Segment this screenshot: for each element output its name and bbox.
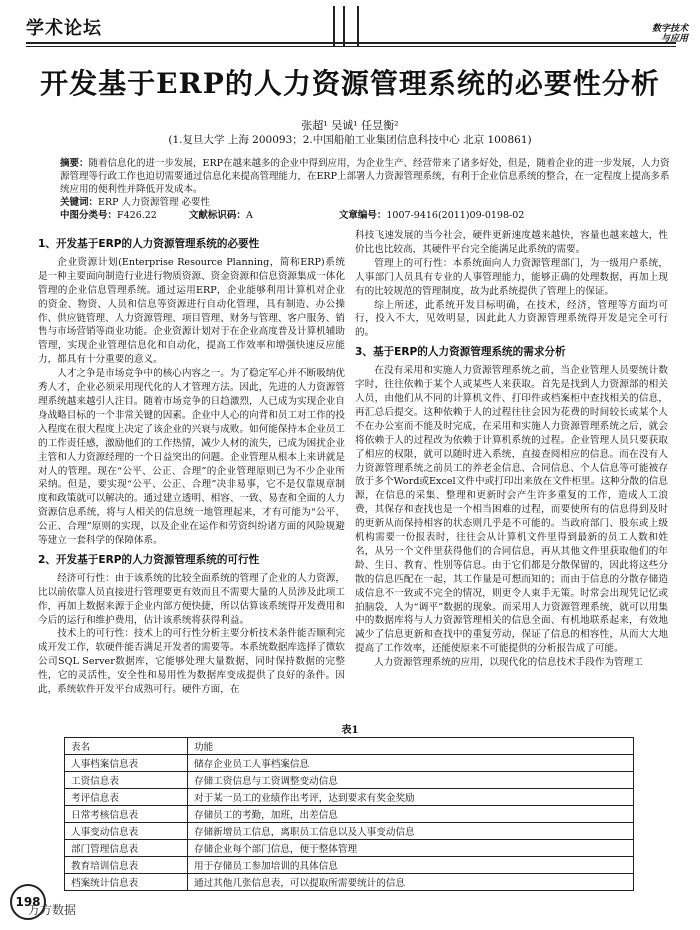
- table-row: [65, 823, 634, 840]
- left-column: [38, 232, 345, 697]
- info-table: [64, 737, 634, 891]
- table-row: [65, 806, 634, 823]
- abstract: [60, 157, 670, 196]
- abstract-label: 摘要：: [60, 158, 89, 169]
- article-label: 文章编号：: [338, 210, 387, 221]
- doc-label: 文献标识码：: [188, 210, 246, 221]
- table-row: [65, 840, 634, 857]
- paragraph: 企业资源计划(Enterprise Resource Planning，简称ERP)系统是一种主要面向制造行业进行物质资源、资金资源和信息资源集成一体化管理的企业信息管理系统。通过运用ERP，企业能够利用计算机对企业的资金、物资、人员和信息等资源进行自动化管理，具有制造、办公操作、供应链管理、人力资源管理、项目管理、财务与管理、客户服务、销售与市场营销等商业功能。企业资源计划对于在企业高度普及计算机辅助管理，实现企业管理信息化和自动化，提高工作效率和增强快速反应能力，都具有十分重要的意义。: [38, 256, 345, 366]
- table-name-cell: 教育培训信息表: [65, 857, 188, 874]
- right-column: [355, 229, 668, 670]
- table-row: [65, 789, 634, 806]
- paragraph: 技术上的可行性：技术上的可行性分析主要分析技术条件能否顺利完成开发工作，软硬件能否满足开发者的需要等。本系统数据库选择了微软公司SQL Server数据库，它能够处理大量数据，同时保持数据的完整性，它的灵活性，安全性和易用性为数据库变成提供了良好的条件。因此，系统软件开发平台成熟可行。硬件方面，在: [38, 628, 345, 696]
- abstract-block: [60, 157, 670, 222]
- journal-badge: [608, 24, 688, 44]
- function-cell: 存储员工的考勤，加班，出差信息: [188, 806, 634, 823]
- function-cell: 存储企业每个部门信息，便于整体管理: [188, 840, 634, 857]
- heading-necessity: 1、开发基于ERP的人力资源管理系统的必要性: [38, 238, 260, 250]
- clc-label: 中图分类号：: [60, 210, 118, 221]
- function-cell: 储存企业员工人事档案信息: [188, 755, 634, 772]
- journal-header: [0, 0, 700, 52]
- heading-requirements: 3、基于ERP的人力资源管理系统的需求分析: [355, 346, 566, 359]
- function-cell: 对于某一员工的业绩作出考评，达到要求有奖金奖励: [188, 789, 634, 806]
- table-row: [65, 772, 634, 789]
- paragraph: 科技飞速发展的当今社会，硬件更新速度越来越快，容量也越来越大，性价比也比较高，其硬件平台完全能满足此系统的需要。: [355, 230, 668, 255]
- page-number: 198: [10, 884, 46, 920]
- table-row: [65, 857, 634, 874]
- section-title: 学术论坛: [26, 18, 102, 39]
- column-header: 表名: [65, 738, 188, 755]
- table-header-row: [65, 738, 634, 755]
- keywords: [60, 196, 670, 209]
- paragraph: 经济可行性：由于该系统的比较全面系统的管理了企业的人力资源，比以前依靠人员直接进行管理要更有效而且不需要大量的人员涉及此项工作，再加上数据来源于企业内部方便快捷，所以估算该系统得开发费用和今后的运行和维护费用，估计该系统将获得利益。: [38, 572, 345, 626]
- table-name-cell: 人事变动信息表: [65, 823, 188, 840]
- keywords-label: 关键词：: [60, 197, 99, 208]
- paragraph: 管理上的可行性：本系统面向人力资源管理部门，为一级用户系统，人事部门人员具有专业的人事管理能力，能够正确的处理数据，再加上现有的比较规范的管理制度，故为此系统提供了管理上的保证。: [355, 257, 668, 297]
- function-cell: 存储工资信息与工资调整变动信息: [188, 772, 634, 789]
- badge-line1: 数字技术: [651, 24, 688, 34]
- function-cell: 存储新增员工信息，离职员工信息以及人事变动信息: [188, 823, 634, 840]
- affiliation: (1.复旦大学 上海 200093；2.中国船舶工业集团信息科技中心 北京 100861): [168, 134, 532, 146]
- paragraph: 综上所述，此系统开发目标明确，在技术，经济，管理等方面均可行，投入不大，见效明显，因此此人力资源管理系统得开发是完全可行的。: [355, 299, 668, 339]
- abstract-text: 随着信息化的进一步发展，ERP在越来越多的企业中得到应用，为企业生产、经营带来了诸多好处，但是，随着企业的进一步发展，人力资源管理等行政工作也迫切需要通过信息化来提高管理能力，在ERP上部署人力资源管理系统，有利于企业信息系统的整合，在一定程度上提高多系统应用的便利性并降低开发成本。: [60, 158, 670, 195]
- table-name-cell: 部门管理信息表: [65, 840, 188, 857]
- paper-title: 开发基于ERP的人力资源管理系统的必要性分析: [40, 67, 660, 100]
- header-rule: [26, 42, 676, 44]
- column-header: 功能: [188, 738, 634, 755]
- paragraph: 人力资源管理系统的应用，以现代化的信息技术手段作为管理工: [374, 657, 643, 669]
- header-ornament: [333, 6, 359, 46]
- function-cell: 用于存储员工参加培训的具体信息: [188, 857, 634, 874]
- badge-line2: 与应用: [660, 34, 688, 44]
- table-name-cell: 人事档案信息表: [65, 755, 188, 772]
- classification-line: [60, 209, 670, 222]
- paragraph: 人才之争是市场竞争中的核心内容之一。为了稳定军心并不断吸纳优秀人才，企业必须采用现代化的人才管理方法。因此，先进的人力资源管理系统越来越引人注目。随着市场竞争的日趋激烈，人已成为实现企业自身战略目标的一个非常关键的因素。企业中人心的向背和员工对工作的投入程度在很大程度上决定了该企业的兴衰与成败。如何能保持本企业员工的工作责任感，激励他们的工作热情，减少人材的流失，已成为困扰企业主管和人力资源经理的一个日益突出的问题。企业管理从根本上来讲就是对人的管理。现在“公平、公正、合理”的企业管理原则已为不少企业所采纳。但是，要实现“公平、公正、合理”决非易事，它不是仅靠规章制度和政策就可以解决的。通过建立透明、相容、一致、易查和全面的人力资源信息系统，将与人相关的信息统一地管理起来，才有可能为“公平、公正、合理”原则的实现，以及企业在运作和劳资纠纷诸方面的风险规避等建立一套科学的保障体系。: [38, 368, 345, 547]
- article-number: 1007-9416(2011)09-0198-02: [386, 210, 525, 221]
- heading-feasibility: 2、开发基于ERP的人力资源管理系统的可行性: [38, 553, 260, 566]
- doc-code: A: [245, 210, 253, 221]
- function-cell: 通过其他几张信息表，可以提取所需要统计的信息: [188, 874, 634, 891]
- table-name-cell: 档案统计信息表: [65, 874, 188, 891]
- paragraph: 在没有采用和实施人力资源管理系统之前，当企业管理人员要统计数字时，往往依赖于某个人或某些人来获取。首先是找到人力资源部的相关人员，由他们从不同的计算机文件、打印件或档案柜中查找相关的信息，再汇总后提交。这种依赖于人的过程往往会因为花费的时间较长或某个人不在办公室而不能及时完成，在采用和实施人力资源管理系统之后，就会将依赖于人的过程改为依赖于计算机系统的过程。企业管理人员只要获取了相应的权限，就可以随时进入系统，直接查阅相应的信息。而在没有人力资源管理系统之前员工的养老金信息、合同信息、个人信息等可能被存放于多个Word或Excel文件中或打印出来放在文件柜里。这种分散的信息源，在信息的采集、整理和更新时会产生许多重复的工作，造成人工浪费，其保存和查找也是一个相当困难的过程，而要使所有的信息得到及时的更新从而保持相容的状态则几乎是不可能的。当政府部门、股东或上级机构需要一份报表时，往往会从计算机文件里得到最新的员工人数和姓名，从另一个文件里获得他们的合同信息，再从其他文件里获取他们的年龄、生日、教育、性别等信息。由于它们都是分散保留的，因此将这些分散的信息匹配在一起，其工作量是可想而知的；而由于信息的分散存储造成信息不一致或不完全的情况，则更令人束手无策。时常会出现凭记忆或拍脑袋，人为“调平”数据的现象。而采用人力资源管理系统，就可以用集中的数据库将与人力资源管理相关的信息全面、有机地联系起来，有效地减少了信息更新和查找中的重复劳动，保证了信息的相容性，从而大大地提高了工作效率，还能使原来不可能提供的分析报告成了可能。: [355, 365, 668, 655]
- table-row: [65, 755, 634, 772]
- authors: 张超¹ 吴诚¹ 任昱衡²: [301, 119, 399, 132]
- table-name-cell: 考评信息表: [65, 789, 188, 806]
- table-caption: 表1: [341, 725, 359, 736]
- watermark: 万方数据: [28, 903, 77, 917]
- table-name-cell: 日常考核信息表: [65, 806, 188, 823]
- header-rule-thin: [26, 46, 676, 47]
- keywords-text: ERP 人力资源管理 必要性: [98, 197, 211, 208]
- clc-value: F426.22: [117, 210, 157, 221]
- table-name-cell: 工资信息表: [65, 772, 188, 789]
- table-row: [65, 874, 634, 891]
